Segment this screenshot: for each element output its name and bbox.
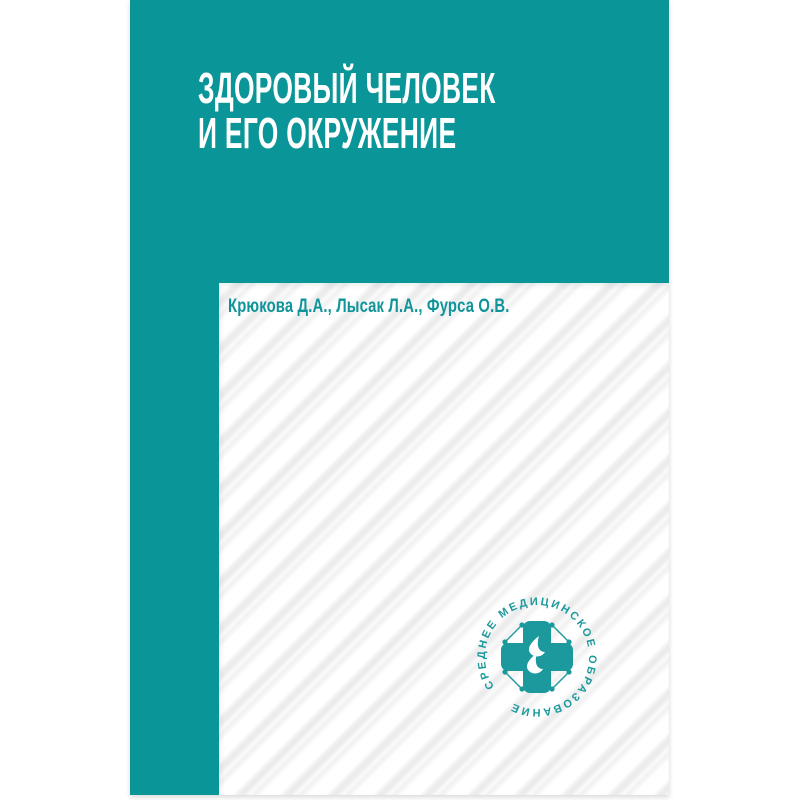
book-title (198, 66, 496, 156)
medical-cross-icon (501, 621, 573, 693)
authors-line: Крюкова Д.А., Лысак Л.А., Фурса О.В. (228, 296, 510, 317)
book-title-line1: ЗДОРОВЫЙ ЧЕЛОВЕК (198, 64, 496, 113)
book-title-line2: И ЕГО ОКРУЖЕНИЕ (198, 109, 457, 158)
cover-panel (219, 283, 669, 795)
logo-ring-text: СРЕДНЕЕ МЕДИЦИНСКОЕ ОБРАЗОВАНИЕ (475, 595, 599, 719)
publisher-logo (457, 577, 617, 737)
book-cover (130, 0, 669, 795)
